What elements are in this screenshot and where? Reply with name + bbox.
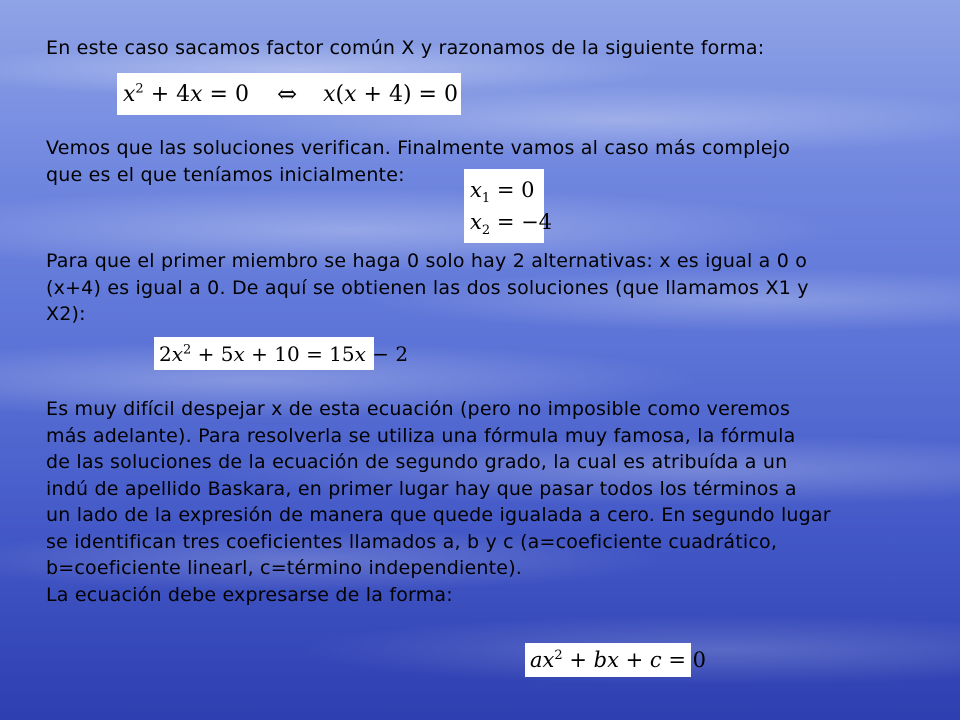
alternatives-paragraph [46,248,926,328]
equation-original-image: $2x^2 + 5x + 10 = 15x - 2$ [154,337,374,370]
equation-general-form-image: $ax^2$ + bx + c = 0 [525,643,691,677]
text-line: (x+4) es igual a 0. De aquí se obtienen las dos soluciones (que llamamos X1 y [46,276,809,299]
text-line: indú de apellido Baskara, en primer lugar hay que pasar todos los términos a [46,477,797,500]
text-line: que es el que teníamos inicialmente: [46,163,405,186]
text-line: se identifican tres coeficientes llamados a, b y c (a=coeficiente cuadrático, [46,530,778,553]
text-line: X2): [46,303,86,325]
solutions-image: $x_1 = 0$ $x_2 = -4$ [464,169,544,243]
text-line: Vemos que las soluciones verifican. Finalmente vamos al caso más complejo [46,137,791,159]
text-line: Es muy difícil despejar x de esta ecuación (pero no imposible como veremos [46,398,791,420]
text-line: La ecuación debe expresarse de la forma: [46,583,453,606]
text-line: un lado de la expresión de manera que quede igualada a cero. En segundo lugar [46,504,831,526]
equation-factor-image: $x^2 + 4x = 0$ ⇔ x(x + 4) = 0 [117,73,461,115]
intro-paragraph [46,35,926,62]
text-line: de las soluciones de la ecuación de segundo grado, la cual es atribuída a un [46,451,788,473]
text-line: En este caso sacamos factor común X y razonamos de la siguiente forma: [46,37,765,59]
baskara-paragraph [46,396,926,608]
text-line: b=coeficiente linearl, c=término independiente). [46,557,523,579]
text-line: Para que el primer miembro se haga 0 solo hay 2 alternativas: x es igual a 0 o [46,250,808,272]
text-line: más adelante). Para resolverla se utiliza una fórmula muy famosa, la fórmula [46,424,796,447]
